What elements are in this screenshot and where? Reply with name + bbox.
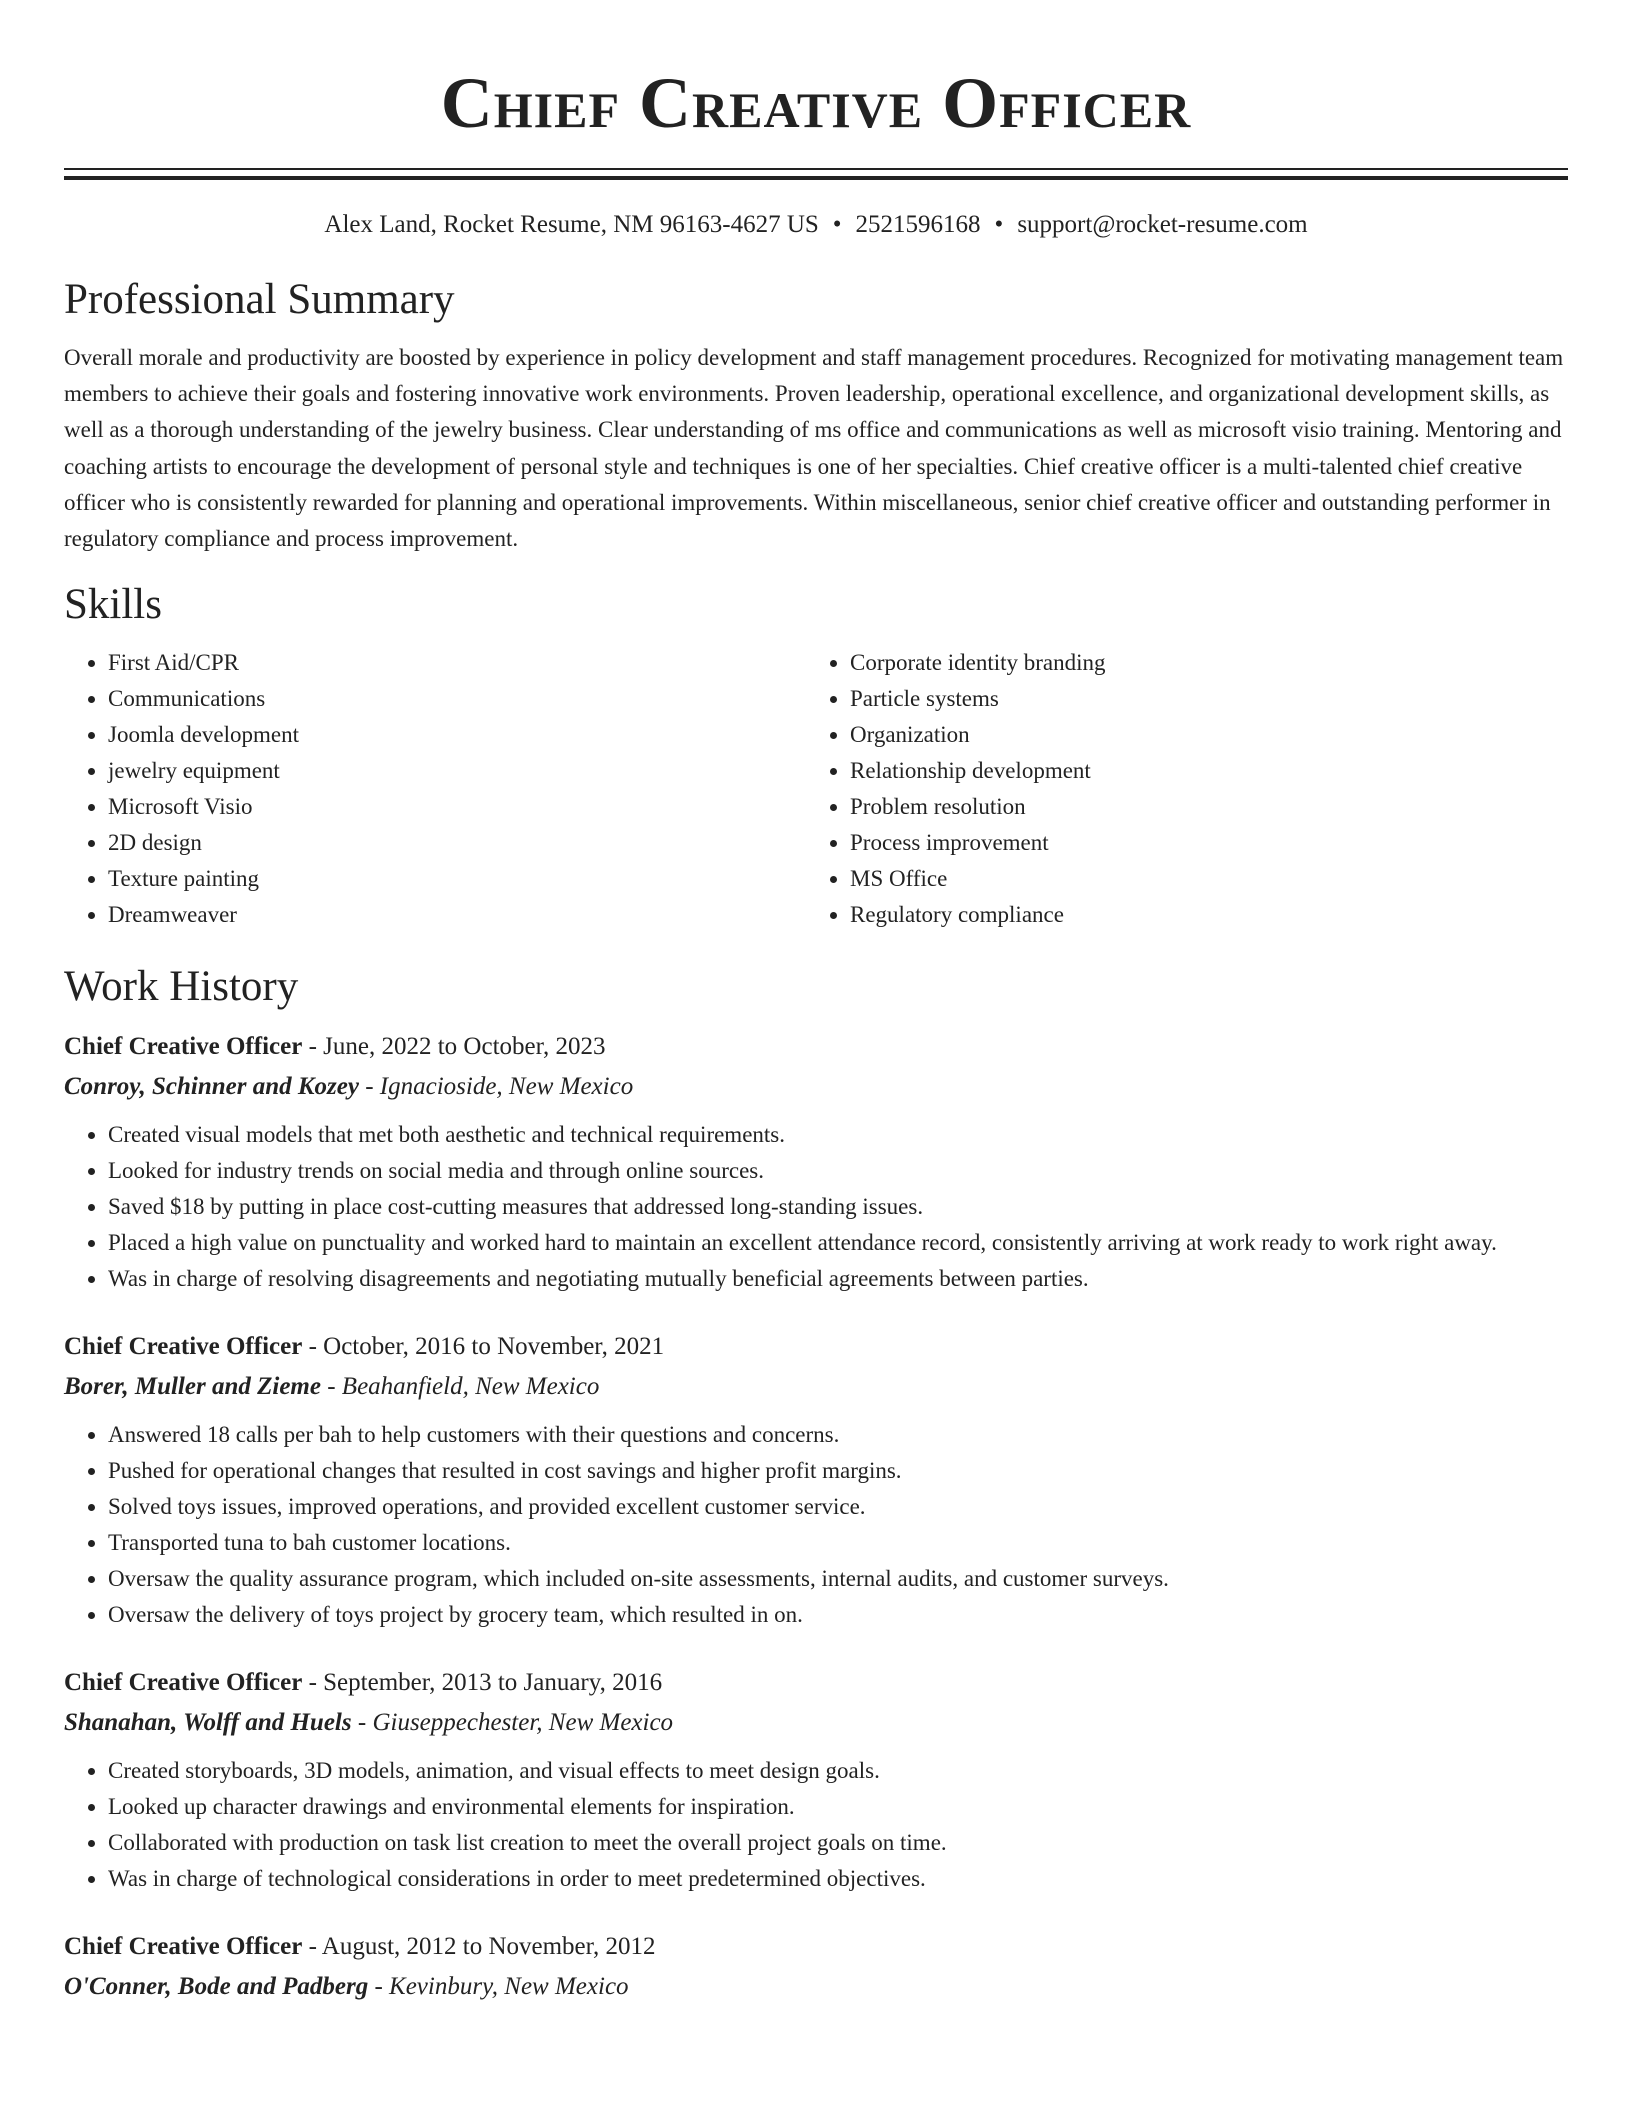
dash-separator: - xyxy=(302,1333,324,1361)
job-location: Ignacioside, New Mexico xyxy=(379,1073,634,1101)
skill-item: • Regulatory compliance xyxy=(850,897,1548,933)
skill-item: • Texture painting xyxy=(108,861,806,897)
job-bullet: • Created storyboards, 3D models, animation, and visual effects to meet design goals. xyxy=(108,1753,1568,1789)
skill-item: • Relationship development xyxy=(850,753,1548,789)
job-title: Chief Creative Officer xyxy=(64,1333,303,1361)
job-bullets xyxy=(64,1753,1568,1897)
job-company: Shanahan, Wolff and Huels xyxy=(64,1709,352,1737)
resume-page xyxy=(64,0,1568,2007)
job-bullet: • Was in charge of technological considerations in order to meet predetermined objectives. xyxy=(108,1861,1568,1897)
skill-item: • First Aid/CPR xyxy=(108,645,806,681)
dash-separator: - xyxy=(302,1033,324,1061)
job-bullet: • Looked up character drawings and environmental elements for inspiration. xyxy=(108,1789,1568,1825)
job-company: O'Conner, Bode and Padberg xyxy=(64,1973,369,2001)
job-dates: September, 2013 to January, 2016 xyxy=(323,1669,663,1697)
job-title-line xyxy=(64,1327,1568,1367)
job-title-line xyxy=(64,1927,1568,1967)
dash-separator: - xyxy=(302,1669,324,1697)
job-dates: October, 2016 to November, 2021 xyxy=(323,1333,665,1361)
job-company-line xyxy=(64,1067,1568,1107)
job-bullet: • Answered 18 calls per bah to help customers with their questions and concerns. xyxy=(108,1417,1568,1453)
skill-item: • MS Office xyxy=(850,861,1548,897)
summary-text: Overall morale and productivity are boosted by experience in policy development and staff management procedures. Recognized for motivating management team members to achieve their goals and fostering innovative work environments. Proven leadership, operational excellence, and organizational development skills, as well as a thorough understanding of the jewelry business. Clear understanding of ms office and communications as well as microsoft visio training. Mentoring and coaching artists to encourage the development of personal style and techniques is one of her specialties. Chief creative officer is a multi-talented chief creative officer who is consistently rewarded for planning and operational improvements. Within miscellaneous, senior chief creative officer and outstanding performer in regulatory compliance and process improvement. xyxy=(64,345,1564,552)
skill-item: • Problem resolution xyxy=(850,789,1548,825)
job-bullet: • Oversaw the delivery of toys project by grocery team, which resulted in on. xyxy=(108,1597,1568,1633)
summary-heading: Professional Summary xyxy=(64,276,455,323)
job-bullets xyxy=(64,1117,1568,1297)
skill-item: • Organization xyxy=(850,717,1548,753)
job-location: Beahanfield, New Mexico xyxy=(341,1373,600,1401)
dash-separator: - xyxy=(320,1373,342,1401)
skill-item: • Particle systems xyxy=(850,681,1548,717)
contact-address: Alex Land, Rocket Resume, NM 96163-4627 US xyxy=(324,211,819,238)
dash-separator: - xyxy=(351,1709,373,1737)
resume-title: Chief Creative Officer xyxy=(440,63,1192,143)
skill-item: • Joomla development xyxy=(108,717,806,753)
contact-email: support@rocket-resume.com xyxy=(1017,211,1308,238)
job-entry xyxy=(64,1327,1568,1633)
job-location: Kevinbury, New Mexico xyxy=(389,1973,629,2001)
skill-item: • 2D design xyxy=(108,825,806,861)
skills-heading: Skills xyxy=(64,581,162,629)
job-company-line xyxy=(64,1967,1568,2007)
job-entry xyxy=(64,1027,1568,1297)
job-bullet: • Created visual models that met both aesthetic and technical requirements. xyxy=(108,1117,1568,1153)
contact-line xyxy=(64,208,1568,242)
skill-item: • Process improvement xyxy=(850,825,1548,861)
job-bullet: • Pushed for operational changes that resulted in cost savings and higher profit margins. xyxy=(108,1453,1568,1489)
job-company: Conroy, Schinner and Kozey xyxy=(64,1073,359,1101)
skill-item: • Dreamweaver xyxy=(108,897,806,933)
skills-list-left xyxy=(64,645,806,933)
job-title-line xyxy=(64,1663,1568,1703)
job-bullet: • Solved toys issues, improved operations, and provided excellent customer service. xyxy=(108,1489,1568,1525)
skill-item: • Corporate identity branding xyxy=(850,645,1548,681)
job-location: Giuseppechester, New Mexico xyxy=(372,1709,674,1737)
job-bullet: • Collaborated with production on task list creation to meet the overall project goals on time. xyxy=(108,1825,1568,1861)
skill-item: • Communications xyxy=(108,681,806,717)
job-company: Borer, Muller and Zieme xyxy=(64,1373,321,1401)
job-title: Chief Creative Officer xyxy=(64,1033,303,1061)
job-company-line xyxy=(64,1703,1568,1743)
contact-phone: 2521596168 xyxy=(855,211,981,238)
dash-separator: - xyxy=(358,1073,380,1101)
job-bullet: • Looked for industry trends on social media and through online sources. xyxy=(108,1153,1568,1189)
work-history-heading: Work History xyxy=(64,963,299,1011)
contact-separator: • xyxy=(994,211,1004,238)
job-company-line xyxy=(64,1367,1568,1407)
job-bullet: • Saved $18 by putting in place cost-cutting measures that addressed long-standing issues. xyxy=(108,1189,1568,1225)
job-entry xyxy=(64,1927,1568,2007)
skills-columns xyxy=(64,645,1568,933)
job-title-line xyxy=(64,1027,1568,1067)
skills-list-right xyxy=(806,645,1548,933)
job-bullet: • Transported tuna to bah customer locations. xyxy=(108,1525,1568,1561)
job-title: Chief Creative Officer xyxy=(64,1933,303,1961)
dash-separator: - xyxy=(368,1973,390,2001)
job-entry xyxy=(64,1663,1568,1897)
job-bullets xyxy=(64,1417,1568,1633)
job-dates: August, 2012 to November, 2012 xyxy=(321,1933,656,1961)
job-bullet: • Oversaw the quality assurance program, which included on-site assessments, internal audits, and customer surveys. xyxy=(108,1561,1568,1597)
job-bullet: • Placed a high value on punctuality and worked hard to maintain an excellent attendance record, consistently arriving at work ready to work right away. xyxy=(108,1225,1568,1261)
title-divider xyxy=(64,168,1568,180)
dash-separator: - xyxy=(302,1933,322,1961)
contact-separator: • xyxy=(832,211,842,238)
skill-item: • jewelry equipment xyxy=(108,753,806,789)
job-dates: June, 2022 to October, 2023 xyxy=(323,1033,606,1061)
job-title: Chief Creative Officer xyxy=(64,1669,303,1697)
skill-item: • Microsoft Visio xyxy=(108,789,806,825)
job-bullet: • Was in charge of resolving disagreements and negotiating mutually beneficial agreements between parties. xyxy=(108,1261,1568,1297)
